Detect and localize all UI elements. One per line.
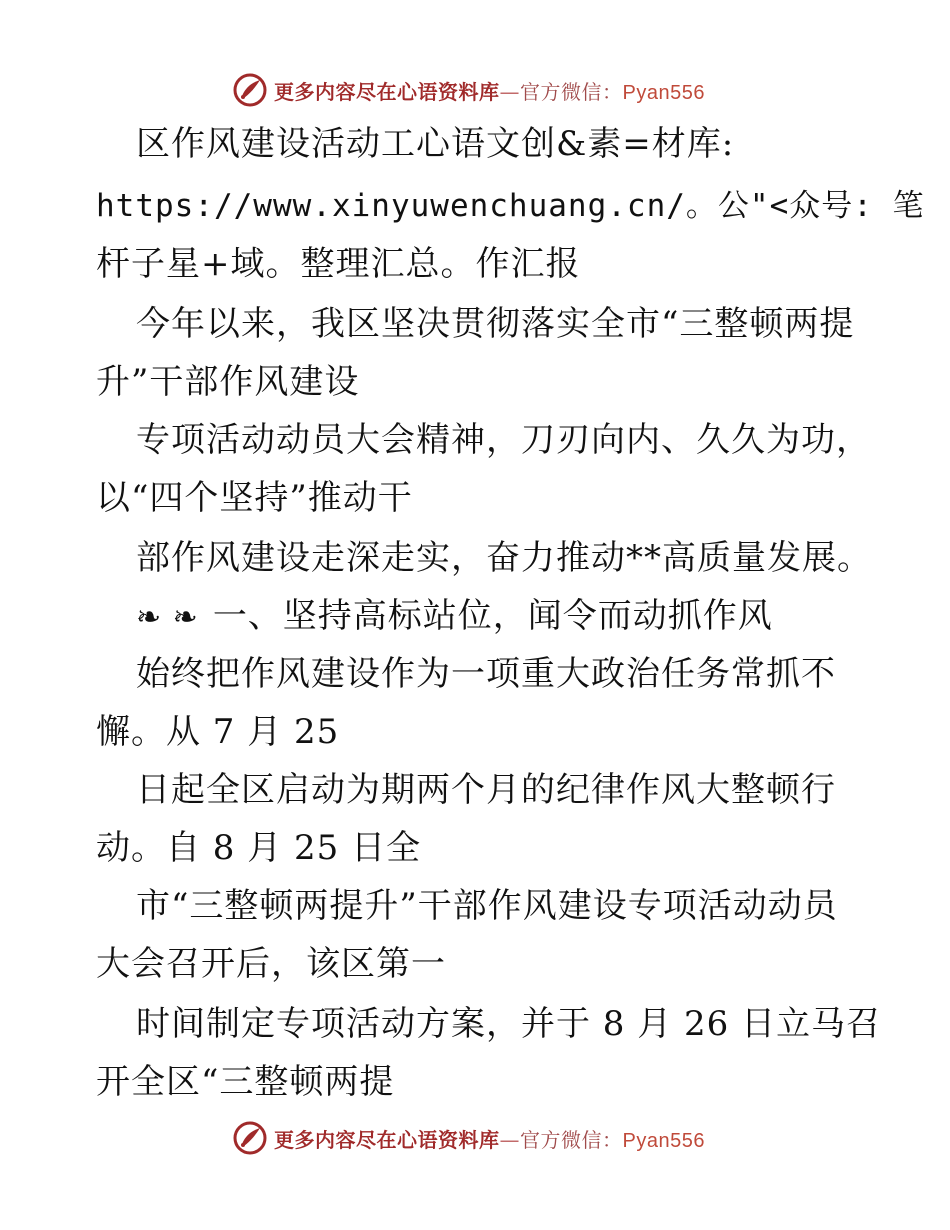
banner-wechat-label: 官方微信： <box>520 79 623 104</box>
body-line: 大会召开后，该区第一 <box>96 944 446 984</box>
body-line: 部作风建设走深走实，奋力推动**高质量发展。 <box>136 538 872 578</box>
section-heading <box>136 596 773 638</box>
body-line: https://www.xinyuwenchuang.cn/。公"<众号: 笔 <box>96 188 925 224</box>
body-line: 始终把作风建设作为一项重大政治任务常抓不 <box>136 654 836 694</box>
banner-separator: — <box>499 1127 520 1152</box>
body-line: 专项活动动员大会精神，刀刃向内、久久为功， <box>136 420 871 460</box>
banner-text <box>274 76 705 105</box>
logo-icon <box>232 72 268 108</box>
body-line: 日起全区启动为期两个月的纪律作风大整顿行 <box>136 770 836 810</box>
banner-text <box>274 1124 705 1153</box>
banner-cn-text: 更多内容尽在心语资料库 <box>274 1127 500 1152</box>
body-line: 区作风建设活动工心语文创&素=材库: <box>136 124 735 164</box>
header-watermark-banner <box>232 70 705 110</box>
banner-wechat-id: Pyan556 <box>622 1129 705 1152</box>
banner-wechat-id: Pyan556 <box>622 81 705 104</box>
body-line: 动。自 8 月 25 日全 <box>96 828 422 868</box>
body-line: 开全区“三整顿两提 <box>96 1062 395 1102</box>
logo-icon <box>232 1120 268 1156</box>
body-line: 杆子星+域。整理汇总。作汇报 <box>96 244 581 284</box>
banner-separator: — <box>499 79 520 104</box>
body-line: 今年以来，我区坚决贯彻落实全市“三整顿两提 <box>136 304 855 344</box>
body-line: 懈。从 7 月 25 <box>96 712 340 752</box>
banner-cn-text: 更多内容尽在心语资料库 <box>274 79 500 104</box>
body-line: 时间制定专项活动方案，并于 8 月 26 日立马召 <box>136 1004 882 1044</box>
ornament-icon: ❧ ❧ <box>136 600 199 635</box>
body-line: 升”干部作风建设 <box>96 362 360 402</box>
banner-wechat-label: 官方微信： <box>520 1127 623 1152</box>
body-line: 市“三整顿两提升”干部作风建设专项活动动员 <box>136 886 838 926</box>
section-heading-text: 一、坚持高标站位，闻令而动抓作风 <box>212 596 773 636</box>
body-line: 以“四个坚持”推动干 <box>96 478 413 518</box>
footer-watermark-banner <box>232 1118 705 1158</box>
